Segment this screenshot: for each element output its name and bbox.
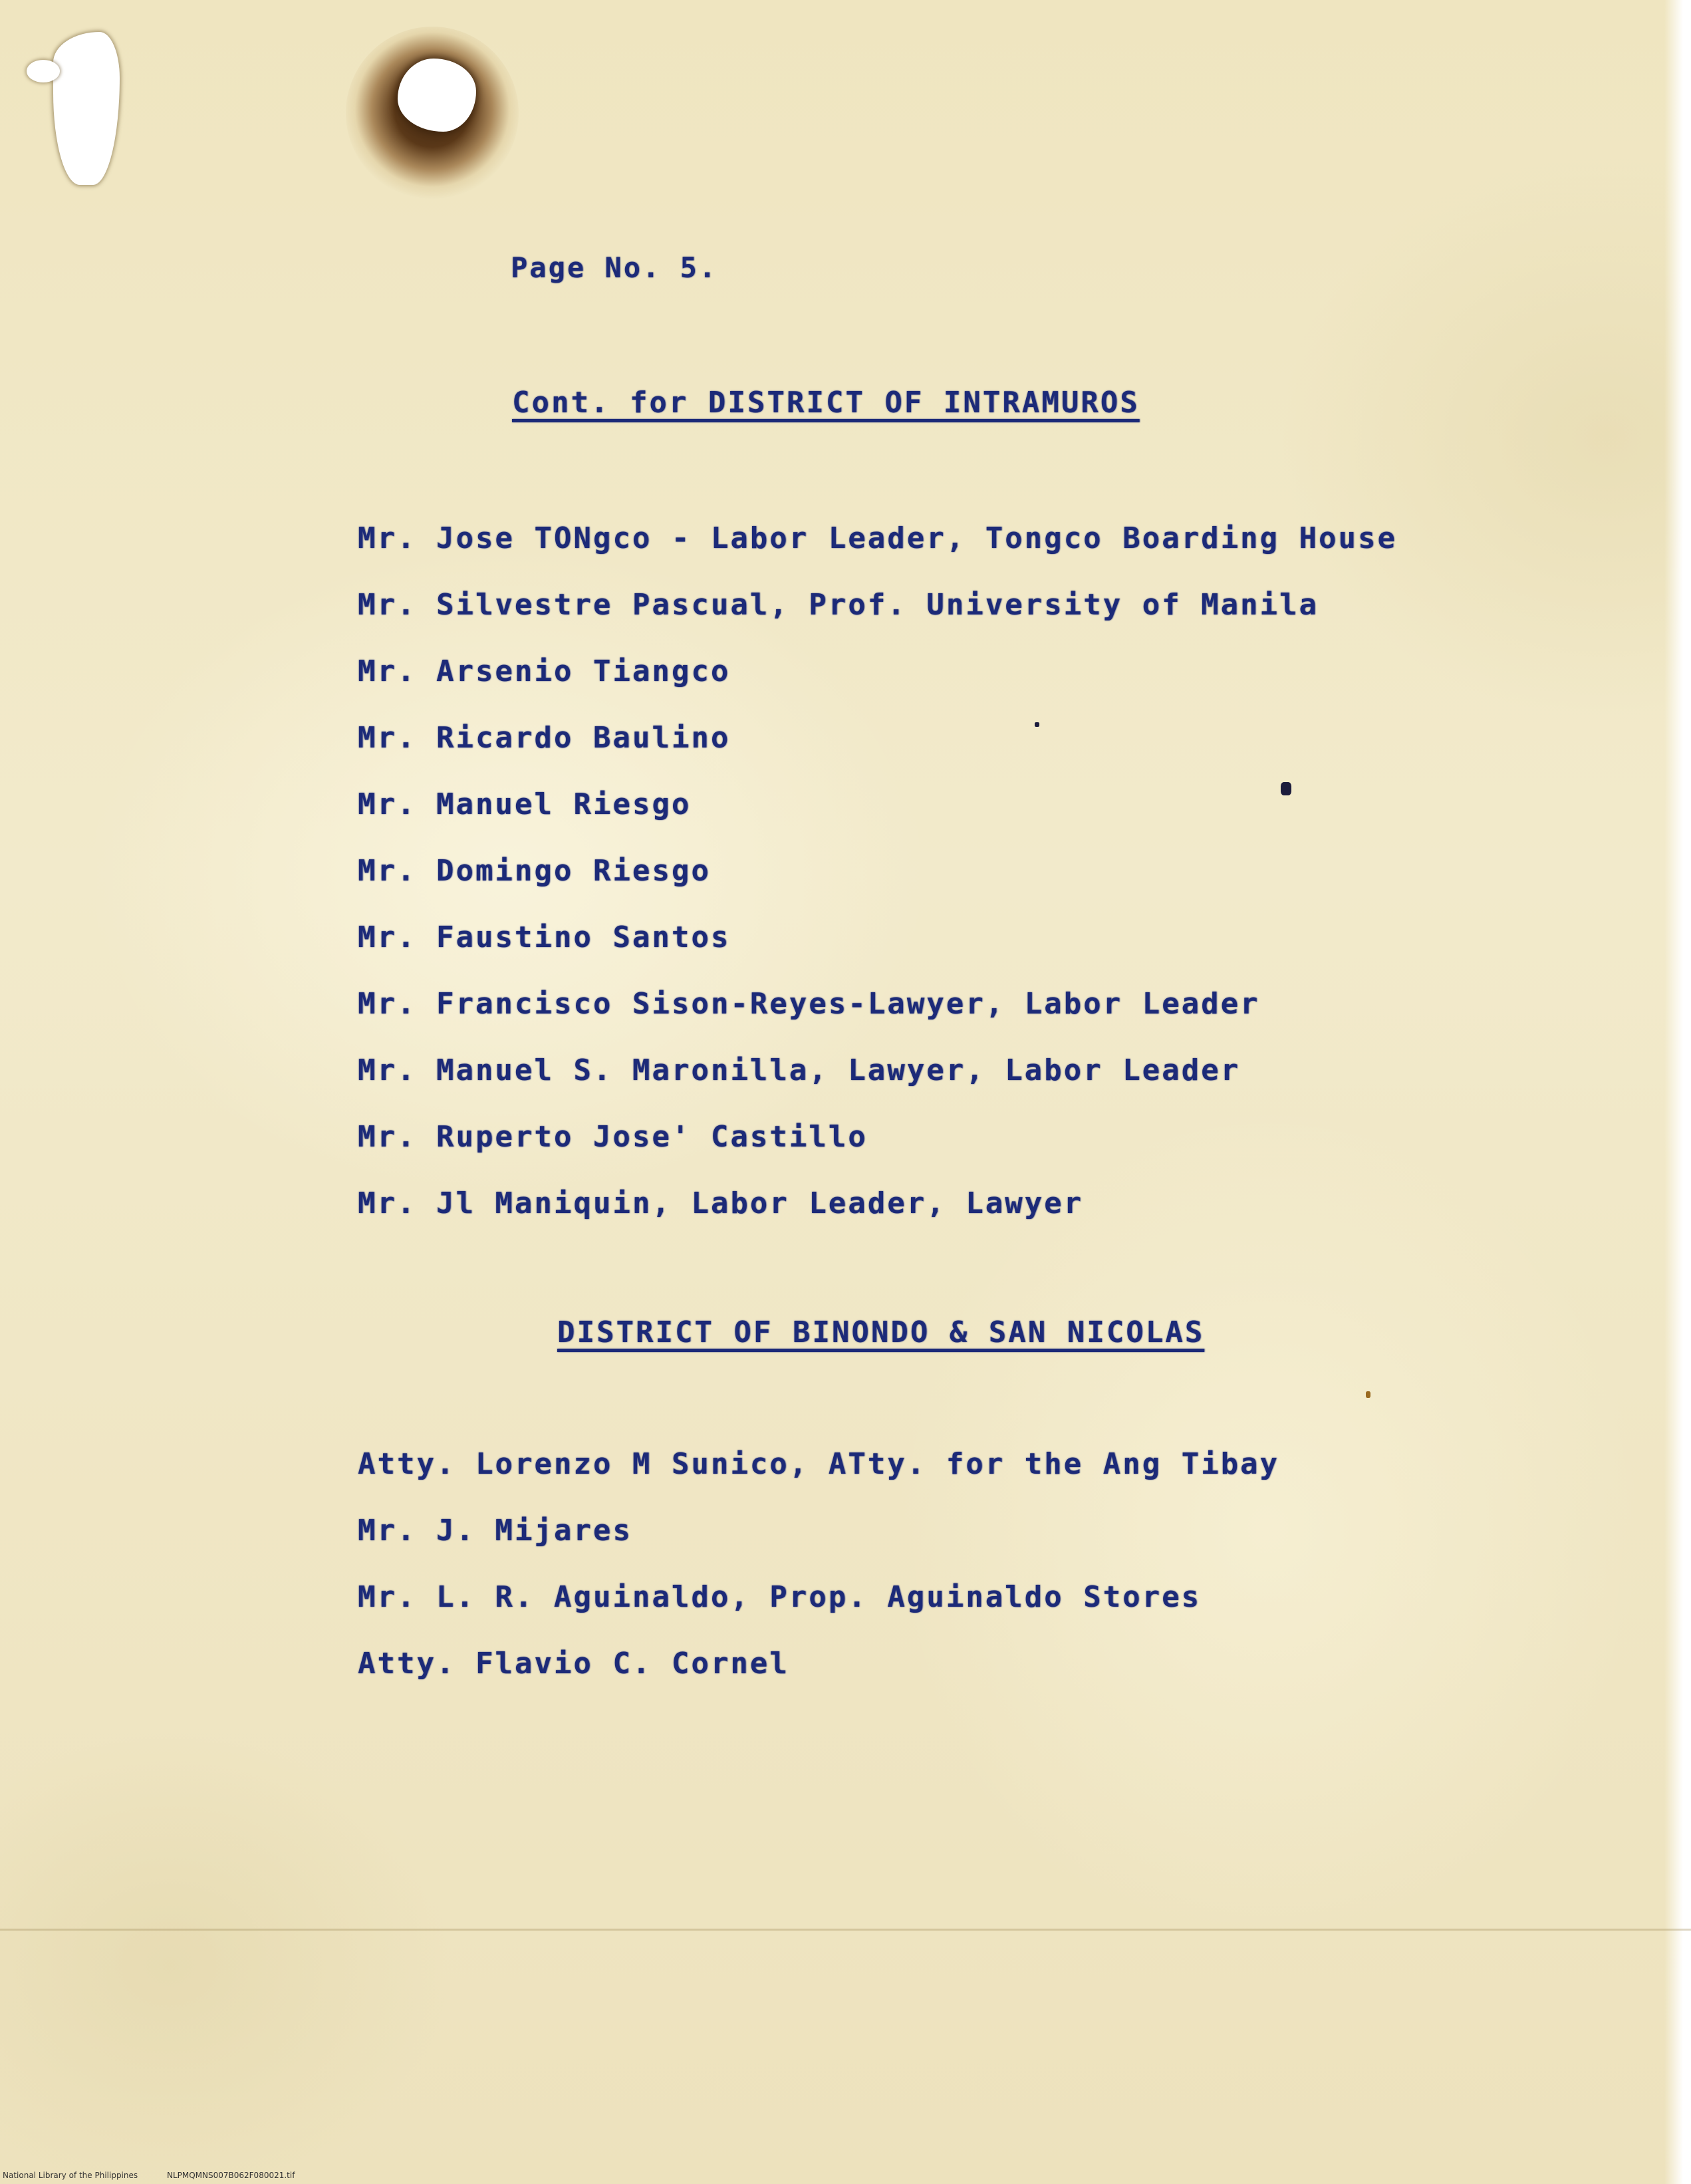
- list-item: Mr. J. Mijares: [358, 1514, 632, 1548]
- torn-corner: [53, 32, 120, 185]
- list-item: Mr. Silvestre Pascual, Prof. University of Manila: [358, 588, 1319, 622]
- list-item: Mr. Jl Maniquin, Labor Leader, Lawyer: [358, 1186, 1084, 1220]
- list-item: Mr. Ruperto Jose' Castillo: [358, 1120, 868, 1154]
- paper-edge: [1664, 0, 1691, 2184]
- torn-fleck: [27, 60, 60, 82]
- section-heading-binondo: DISTRICT OF BINONDO & SAN NICOLAS: [557, 1315, 1205, 1349]
- list-item: Mr. L. R. Aguinaldo, Prop. Aguinaldo Stores: [358, 1580, 1202, 1614]
- footer-file-id: NLPMQMNS007B062F080021.tif: [166, 2171, 295, 2180]
- binondo-list: [358, 1444, 1279, 1710]
- page-number: Page No. 5.: [511, 251, 718, 284]
- punched-hole: [398, 59, 476, 132]
- list-item: Atty. Lorenzo M Sunico, ATty. for the Ang Tibay: [358, 1447, 1280, 1481]
- list-item: Mr. Manuel S. Maronilla, Lawyer, Labor Leader: [358, 1053, 1241, 1087]
- list-item: Mr. Domingo Riesgo: [358, 854, 711, 888]
- list-item: Mr. Arsenio Tiangco: [358, 654, 731, 688]
- list-item: Mr. Ricardo Baulino: [358, 721, 731, 755]
- fold-crease: [0, 1929, 1691, 1931]
- footer-institution: National Library of the Philippines: [3, 2171, 138, 2180]
- list-item: Mr. Jose TONgco - Labor Leader, Tongco Boarding House: [358, 521, 1397, 555]
- rust-speck: [1366, 1391, 1370, 1398]
- section-heading-intramuros: Cont. for DISTRICT OF INTRAMUROS: [512, 386, 1140, 420]
- list-item: Atty. Flavio C. Cornel: [358, 1647, 789, 1681]
- list-item: Mr. Faustino Santos: [358, 920, 731, 954]
- scan-footer: [3, 2171, 321, 2180]
- list-item: Mr. Manuel Riesgo: [358, 787, 692, 821]
- burn-hole: [346, 27, 519, 200]
- intramuros-list: [358, 519, 1397, 1250]
- list-item: Mr. Francisco Sison-Reyes-Lawyer, Labor Leader: [358, 987, 1260, 1021]
